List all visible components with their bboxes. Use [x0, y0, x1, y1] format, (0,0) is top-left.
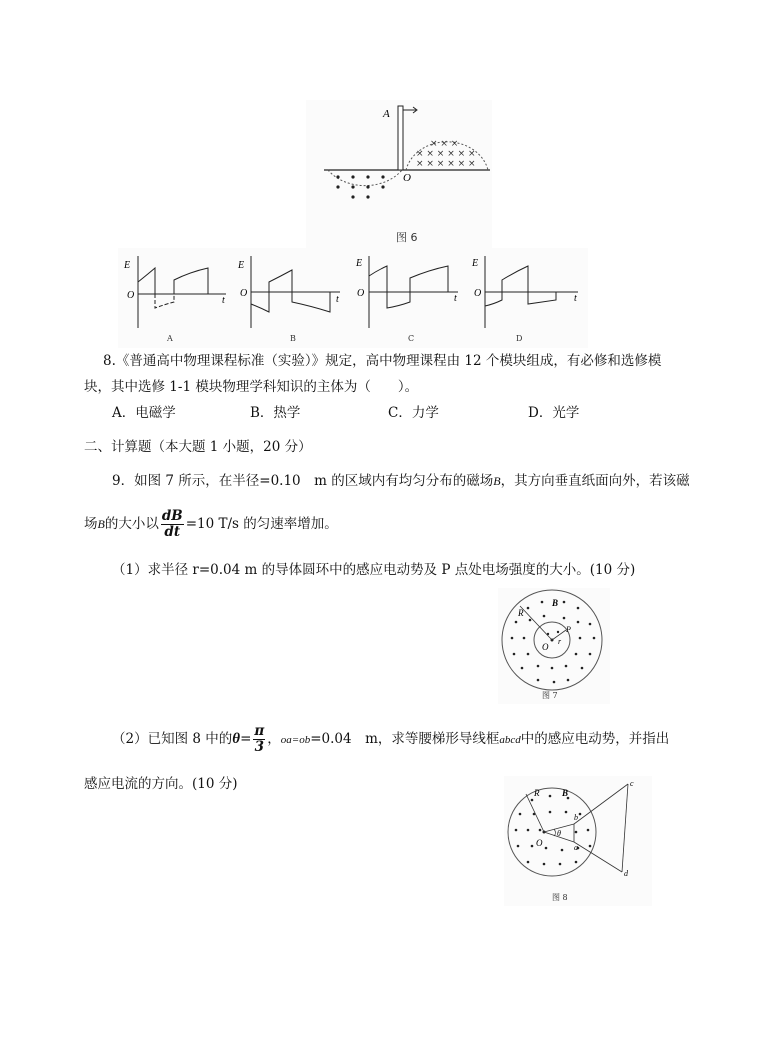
q9-line1-b: B	[493, 474, 501, 488]
figure-6-label-a: A	[383, 108, 390, 120]
figure-8-label-b: B	[562, 788, 569, 798]
graph-d	[471, 256, 578, 343]
section-2-heading: 二、计算题（本大题 1 小题，20 分）	[84, 439, 312, 455]
figure-7-label-o: O	[542, 642, 549, 652]
figure-8-label-a: a	[574, 843, 578, 852]
q8-option-d: D．光学	[528, 405, 580, 421]
q9-line2-a: 场	[84, 516, 98, 532]
q9-part2-b: ，	[267, 731, 281, 747]
svg-text:× × × × × ×: × × × × × ×	[416, 149, 476, 159]
graph-d-letter: D	[516, 334, 523, 343]
q9-part1: （1）求半径 r=0.04 m 的导体圆环中的感应电动势及 P 点处电场强度的大小。(10 分)	[112, 562, 636, 578]
frac-pi: π	[254, 723, 265, 739]
figure-8	[504, 776, 652, 906]
graph-d-axis-e: E	[472, 258, 479, 269]
q9-line1-a: 9．如图 7 所示，在半径=0.10 m 的区域内有均匀分布的磁场	[112, 473, 494, 489]
q9-line2-b: B	[97, 517, 105, 531]
q9-part2-c: =0.04 m，求等腰梯形导线框	[310, 731, 500, 747]
q9-part2-d: 中的感应电动势，并指出	[520, 731, 670, 747]
graph-c-axis-e: E	[356, 258, 363, 269]
equals-sign: =	[240, 731, 252, 747]
figure-8-label-o: O	[536, 838, 543, 848]
frac-numerator: dB	[161, 508, 183, 524]
graph-b-axis-e: E	[238, 260, 245, 271]
option-graphs-svg	[118, 248, 588, 348]
frac-three: 3	[254, 739, 265, 755]
figure-7-diagram	[498, 588, 610, 704]
graph-b-axis-t: t	[336, 294, 339, 305]
svg-text:× × × × × ×: × × × × × ×	[416, 159, 476, 169]
q9-line2-c: 的大小以	[104, 516, 159, 532]
graph-b	[237, 256, 340, 343]
oa-ob: oa=ob	[280, 734, 311, 746]
q8-line1: 8.《普通高中物理课程标准（实验）》规定，高中物理课程由 12 个模块组成，有必修和选修模	[103, 353, 662, 369]
abcd-label: abcd	[499, 734, 521, 746]
figure-7	[498, 588, 610, 704]
graph-a-letter: A	[167, 334, 173, 343]
figure-6-diagram	[306, 100, 492, 250]
graph-b-letter: B	[290, 334, 296, 343]
svg-text:× × ×: × × ×	[430, 139, 459, 149]
q9-line2-d: =10 T/s 的匀速率增加。	[185, 516, 338, 532]
pi-over-3-fraction	[253, 724, 265, 755]
graph-b-axis-o: O	[240, 288, 248, 299]
figure-6	[306, 100, 492, 250]
figure-7-label-r-big: R	[518, 608, 524, 618]
figure-8-label-c: c	[630, 779, 634, 788]
db-dt-fraction	[161, 509, 184, 540]
graph-a-axis-e: E	[124, 260, 131, 271]
figure-6-caption: 图 6	[396, 231, 418, 244]
graph-c-axis-o: O	[357, 288, 365, 299]
graph-a-axis-t: t	[222, 295, 225, 306]
figure-8-label-b-point: b	[574, 813, 578, 822]
theta-symbol: θ	[232, 731, 241, 747]
q9-part2-line2: 感应电流的方向。(10 分)	[84, 776, 238, 792]
graph-c	[355, 256, 458, 343]
q8-option-a: A．电磁学	[112, 405, 176, 421]
figure-7-label-p: P	[566, 625, 571, 634]
figure-7-caption: 图 7	[542, 691, 558, 700]
q9-part2-a: （2）已知图 8 中的	[112, 731, 233, 747]
graph-c-letter: C	[408, 334, 415, 343]
graph-a	[123, 256, 226, 343]
frac-denominator: dt	[164, 524, 181, 540]
q9-part2	[112, 722, 669, 757]
graph-a-axis-o: O	[127, 290, 135, 301]
q9-line2	[84, 506, 338, 542]
graph-c-axis-t: t	[454, 293, 457, 304]
q8-option-b: B．热学	[250, 405, 301, 421]
figure-8-label-theta: θ	[557, 829, 561, 838]
q9-line1	[112, 472, 690, 490]
q8-line2: 块，其中选修 1-1 模块物理学科知识的主体为（ ）。	[84, 379, 419, 395]
q9-line1-c: ，其方向垂直纸面向外，若该磁	[500, 473, 690, 489]
graph-d-axis-t: t	[574, 293, 577, 304]
figure-8-label-r: R	[534, 788, 540, 798]
figure-8-label-d: d	[624, 869, 628, 878]
option-graphs	[118, 248, 588, 348]
figure-8-diagram	[504, 776, 652, 906]
figure-6-label-o: O	[403, 172, 411, 184]
figure-8-caption: 图 8	[552, 893, 568, 902]
figure-7-label-b: B	[552, 598, 559, 608]
q8-option-c: C．力学	[388, 405, 439, 421]
figure-7-label-r: r	[558, 637, 562, 646]
graph-d-axis-o: O	[474, 288, 482, 299]
